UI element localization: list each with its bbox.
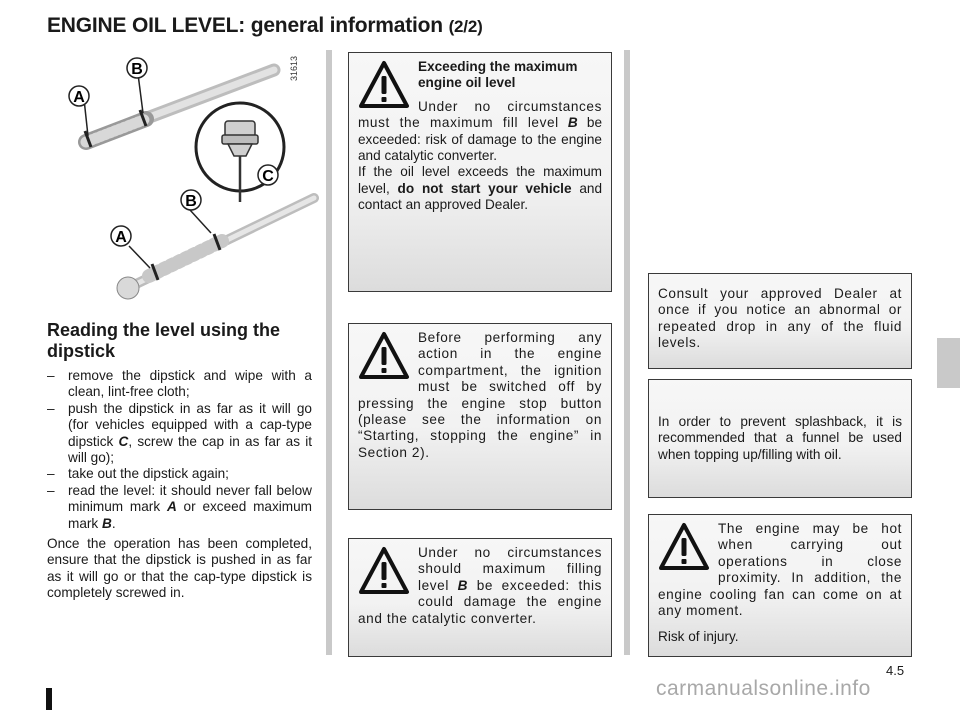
- dipstick-illustration: [44, 50, 320, 308]
- warning-heading: Exceeding the maximum engine oil level: [418, 59, 578, 91]
- warning-box-max-level: [348, 52, 612, 292]
- warning-box-hot-engine: [648, 514, 912, 657]
- closing-note: Once the operation has been completed, ensure that the dipstick is pushed in as far as it will go or that the cap-type dipstick is completely screwed in.: [47, 536, 312, 601]
- figure-label-a: A: [115, 229, 127, 246]
- list-item: – read the level: it should never fall below minimum mark A or exceed maximum mark B.: [47, 483, 312, 532]
- figure-number: 31613: [289, 56, 299, 82]
- warning-text: The engine may be hot when carrying out operations in close proximity. In addition, the engine cooling fan can come on at any moment.: [658, 521, 902, 619]
- footer-bar: [46, 688, 52, 710]
- warning-triangle-icon: [658, 521, 710, 573]
- warning-text: If the oil level exceeds the maximum level, do not start your vehicle and contact an approved Dealer.: [358, 164, 603, 213]
- column-divider: [326, 50, 332, 655]
- warning-box-ignition: [348, 323, 612, 510]
- warning-text: Under no circumstances should maximum filling level B be exceeded: this could damage the engine and the catalytic converter.: [358, 545, 602, 626]
- info-box-funnel: [648, 379, 912, 498]
- warning-text: Before performing any action in the engine compartment, the ignition must be switched off by pressing the engine stop button (please see the information on “Starting, stopping the engine” in Section 2).: [358, 330, 602, 460]
- figure-label-c: C: [262, 168, 274, 185]
- figure-label-a: A: [73, 89, 85, 106]
- section-heading: Reading the level using the dipstick: [47, 320, 281, 361]
- figure-label-b: B: [131, 61, 143, 78]
- title-part: (2/2): [448, 17, 483, 36]
- info-text: In order to prevent splashback, it is recommended that a funnel be used when topping up/filling with oil.: [658, 414, 902, 462]
- column-divider: [624, 50, 630, 655]
- cap-detail: [196, 103, 284, 202]
- steps-list: [47, 368, 312, 532]
- warning-triangle-icon: [358, 330, 410, 382]
- list-item: – remove the dipstick and wipe with a clean, lint-free cloth;: [47, 368, 312, 401]
- watermark: carmanualsonline.info: [656, 677, 871, 700]
- page-title: ENGINE OIL LEVEL: general information (2/2): [47, 14, 483, 37]
- list-item: – push the dipstick in as far as it will go (for vehicles equipped with a cap-type dipstick C, screw the cap in as far as it will go);: [47, 401, 312, 467]
- list-item: – take out the dipstick again;: [47, 466, 312, 482]
- warning-text: Risk of injury.: [658, 629, 739, 645]
- warning-triangle-icon: [358, 545, 410, 597]
- page-number: 4.5: [886, 663, 905, 678]
- info-box-dealer: [648, 273, 912, 369]
- warning-text: Under no circumstances must the maximum fill level B be exceeded: risk of damage to the engine and catalytic converter.: [358, 98, 603, 164]
- figure-label-b: B: [185, 193, 197, 210]
- round-dipstick: [117, 198, 314, 299]
- warning-triangle-icon: [358, 59, 410, 111]
- info-text: Consult your approved Dealer at once if you notice an abnormal or repeated drop in any of the fluid levels.: [658, 286, 902, 351]
- section-tab: [937, 338, 960, 388]
- warning-box-filling: [348, 538, 612, 657]
